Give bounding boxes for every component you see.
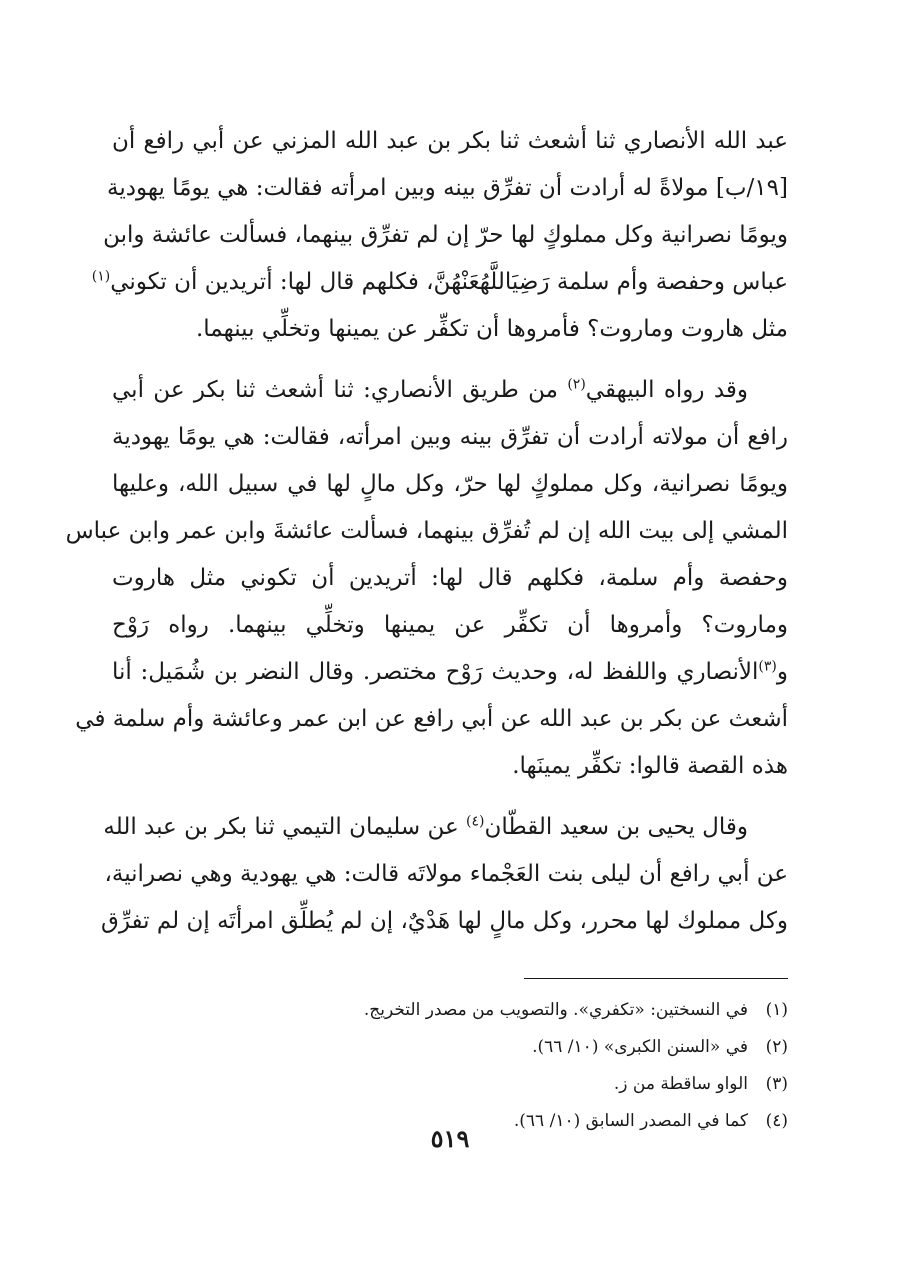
text-line: عبد الله الأنصاري ثنا أشعث ثنا بكر بن عبد الله المزني عن أبي رافع أن: [112, 128, 788, 154]
text-line: وماروت؟ وأمروها أن تكفِّر عن يمينها وتخلِّي بينهما. رواه رَوْح: [112, 612, 788, 638]
paragraph-3: [100, 804, 788, 945]
footnote-text: في «السنن الكبرى» (١٠/ ٦٦).: [532, 1037, 748, 1057]
text-line: مثل هاروت وماروت؟ فأمروها أن تكفِّر عن يمينها وتخلِّي بينهما.: [195, 316, 788, 342]
footnote-ref-2: (٢): [567, 376, 586, 393]
footnote-ref-3: (٣): [758, 658, 777, 675]
main-text: [65, 118, 788, 959]
text-line: عن أبي رافع أن ليلى بنت العَجْماء مولاتَه قالت: هي يهودية وهي نصرانية،: [104, 861, 788, 887]
footnote-number: (٤): [765, 1111, 788, 1131]
paragraph-2: [65, 367, 788, 790]
text-line: وكل مملوك لها محرر، وكل مالٍ لها هَدْيٌ، إن لم يُطلِّق امرأتَه إن لم تفرِّق: [100, 908, 788, 934]
text-line: [103, 804, 788, 851]
text-line: المشي إلى بيت الله إن لم تُفرِّق بينهما، فسألت عائشةَ وابن عمر وابن عباس: [65, 518, 788, 544]
footnote-text: كما في المصدر السابق (١٠/ ٦٦).: [513, 1111, 748, 1131]
text-line: [91, 259, 788, 306]
paragraph-1: [91, 118, 788, 353]
footnote: [112, 992, 788, 1029]
text-line: [112, 367, 788, 414]
text-segment: وقد رواه البيهقي: [585, 377, 748, 403]
text-line: هذه القصة قالوا: تكفِّر يمينَها.: [512, 753, 788, 779]
text-line: ويومًا نصرانية وكل مملوكٍ لها حرّ إن لم تفرِّق بينهما، فسألت عائشة وابن: [103, 222, 788, 248]
text-line: [١٩/ب] مولاةً له أرادت أن تفرِّق بينه وبين امرأته فقالت: هي يومًا يهودية: [107, 175, 788, 201]
footnote-text: الواو ساقطة من ز.: [613, 1074, 748, 1094]
text-segment: الأنصاري واللفظ له، وحديث رَوْح مختصر. وقال النضر بن شُمَيل: أنا: [112, 659, 759, 685]
footnote-ref-4: (٤): [466, 813, 485, 830]
text-segment: عن سليمان التيمي ثنا بكر بن عبد الله: [103, 814, 459, 840]
page-number: ٥١٩: [430, 1124, 470, 1153]
footnote-number: (١): [765, 1000, 788, 1020]
text-segment: و: [776, 659, 788, 685]
text-line: [112, 649, 788, 696]
text-line: ويومًا نصرانية، وكل مملوكٍ لها حرّ، وكل مالٍ لها في سبيل الله، وعليها: [112, 471, 788, 497]
text-line: وحفصة وأم سلمة، فكلهم قال لها: أتريدين أن تكوني مثل هاروت: [112, 565, 788, 591]
footnote: [112, 1066, 788, 1103]
footnotes: [112, 992, 788, 1140]
footnote-number: (٣): [765, 1074, 788, 1094]
footnote-number: (٢): [765, 1037, 788, 1057]
text-line: أشعث عن بكر بن عبد الله عن أبي رافع عن ابن عمر وعائشة وأم سلمة في: [75, 706, 788, 732]
text-segment: من طريق الأنصاري: ثنا أشعث ثنا بكر عن أبي: [112, 377, 558, 403]
text-line: رافع أن مولاته أرادت أن تفرِّق بينه وبين امرأته، فقالت: هي يومًا يهودية: [112, 424, 788, 450]
footnote-text: في النسختين: «تكفري». والتصويب من مصدر التخريج.: [363, 1000, 748, 1020]
text-segment: وقال يحيى بن سعيد القطّان: [484, 814, 748, 840]
footnote-separator: [524, 978, 788, 979]
footnote-ref-1: (١): [91, 268, 111, 285]
footnote: [112, 1029, 788, 1066]
text-segment: عباس وحفصة وأم سلمة رَضِيَاللَّهُعَنْهُنَّ، فكلهم قال لها: أتريدين أن تكوني: [110, 269, 788, 295]
